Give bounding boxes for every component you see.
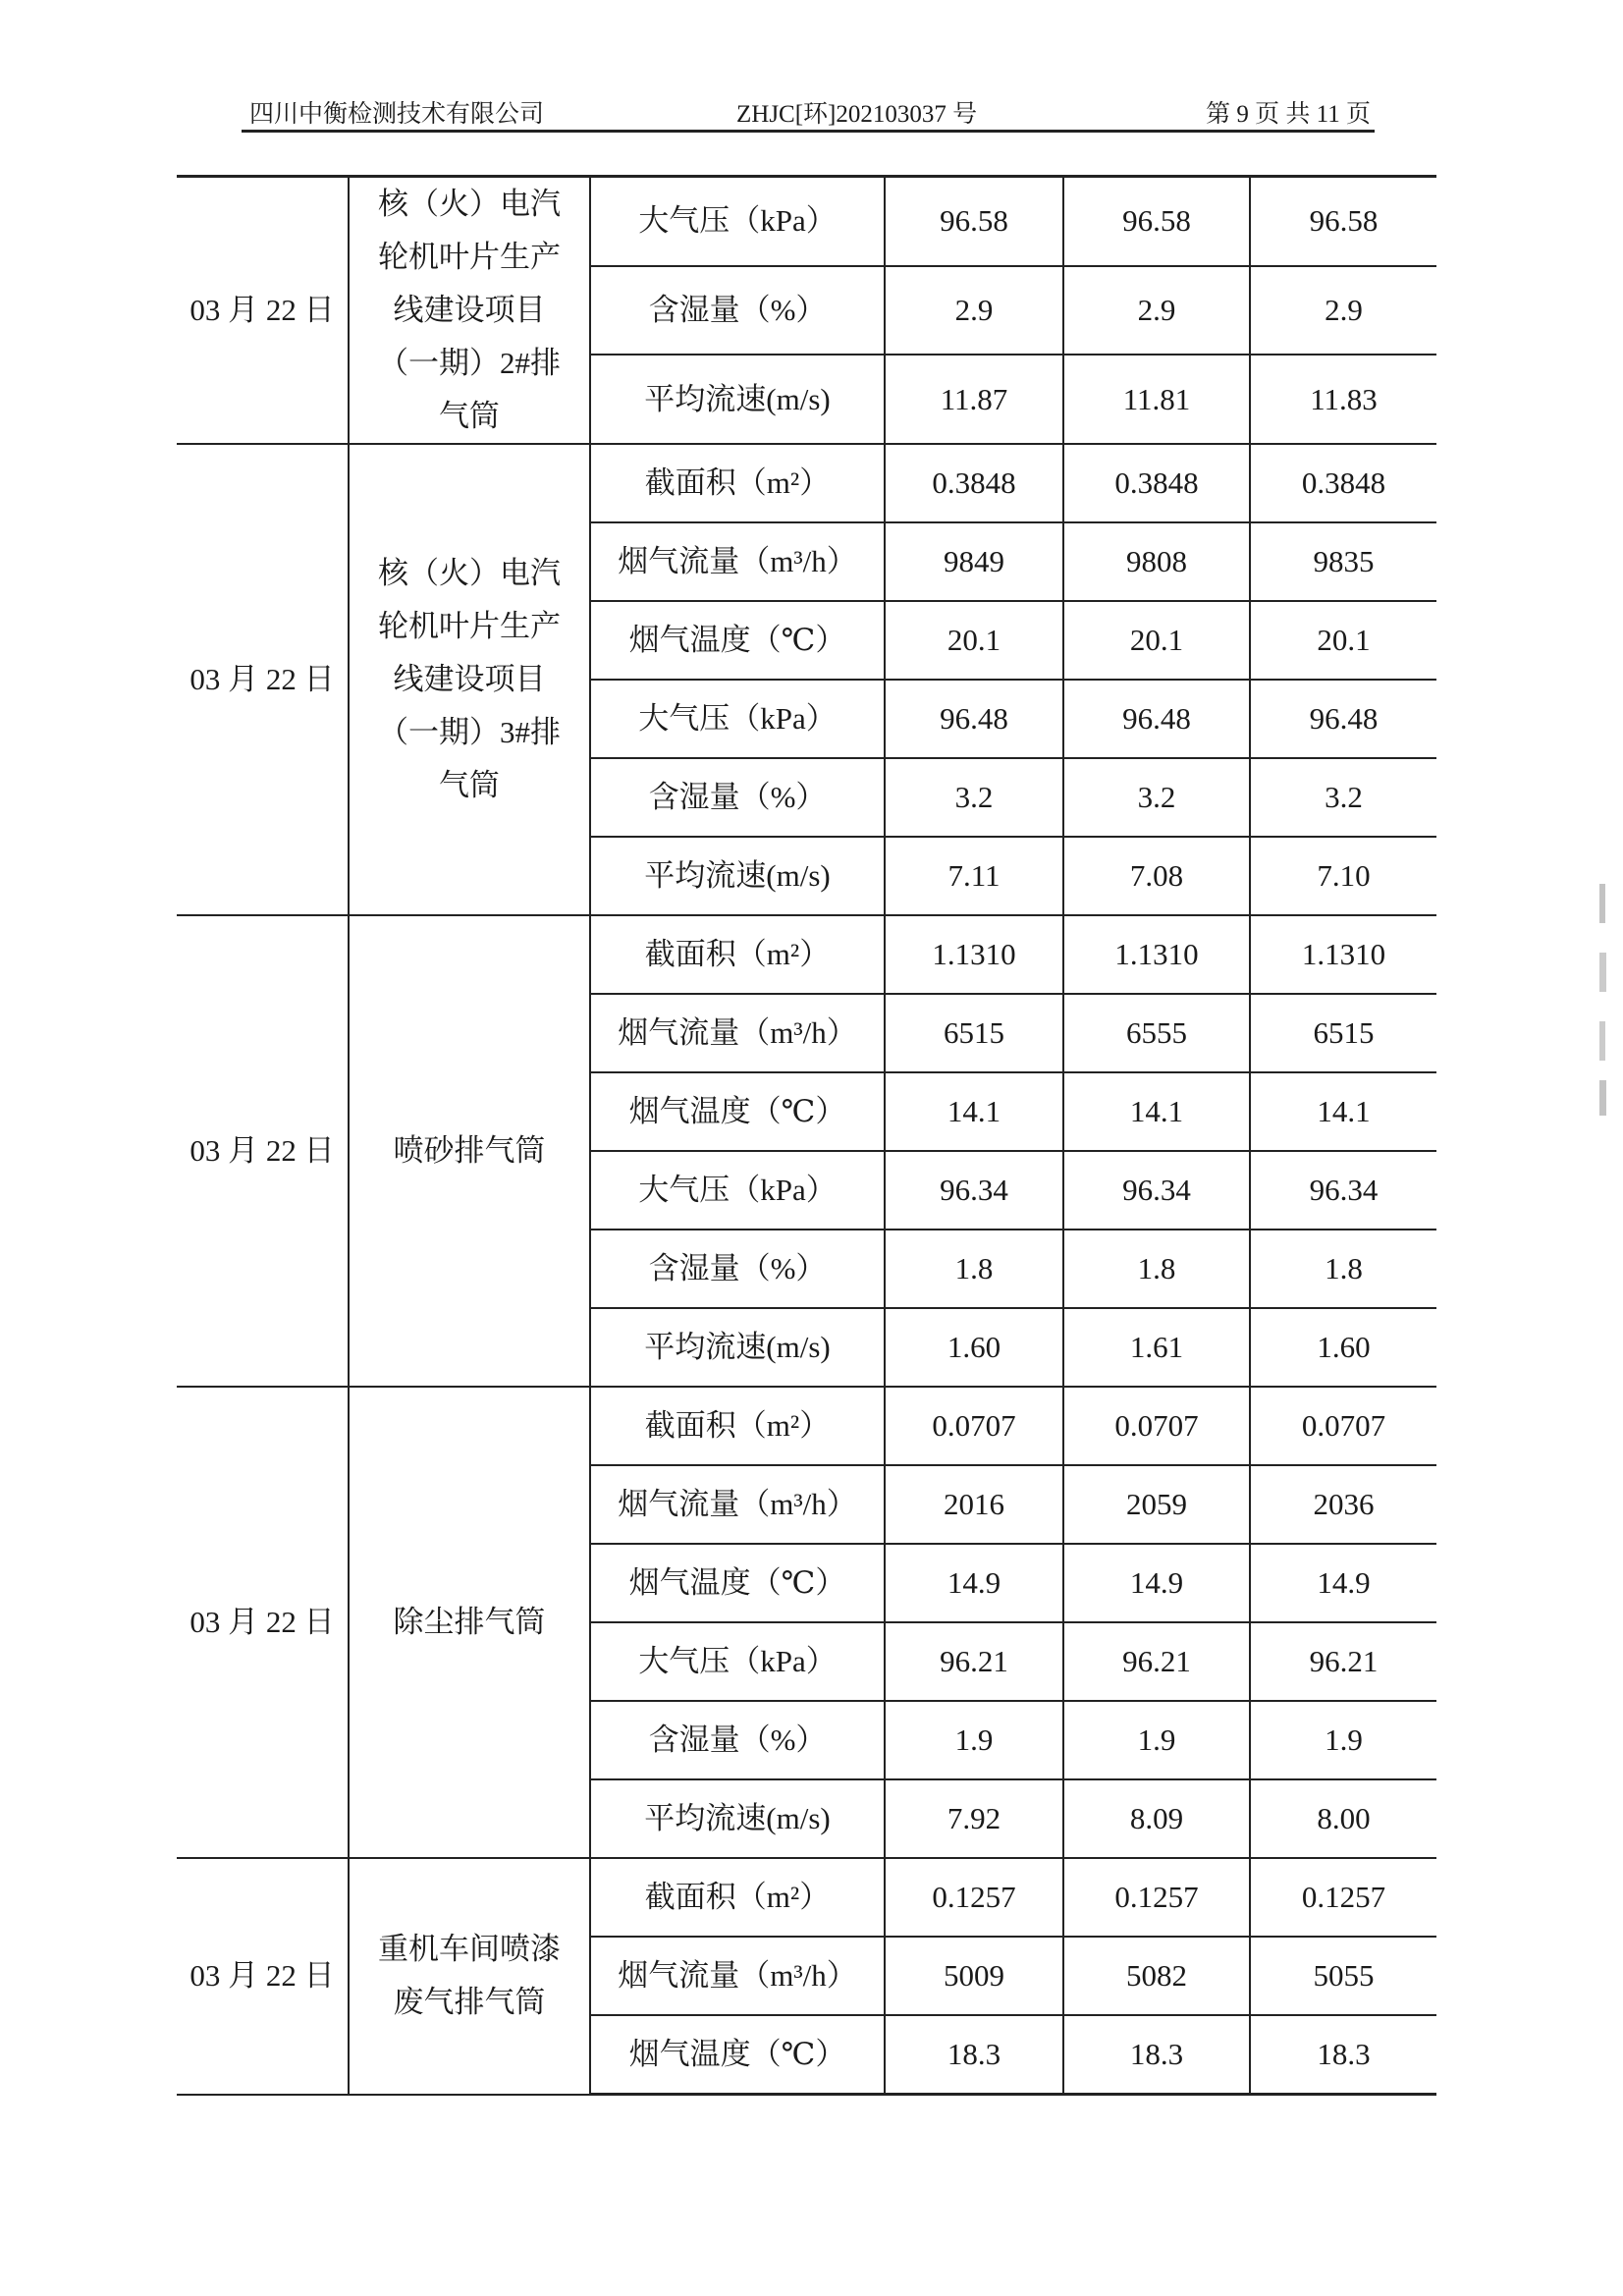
measurement-value-cell: 11.81: [1063, 355, 1250, 444]
emission-source-cell: [349, 444, 590, 915]
sampling-date-cell: 03 月 22 日: [177, 444, 349, 915]
sampling-date-cell: 03 月 22 日: [177, 1858, 349, 2095]
measurement-value-cell: 2.9: [1063, 266, 1250, 355]
parameter-name-cell: 烟气流量（m³/h）: [590, 994, 885, 1072]
measurement-value-cell: 1.8: [1063, 1230, 1250, 1308]
measurement-value-cell: 5082: [1063, 1937, 1250, 2015]
measurement-value-cell: 3.2: [1250, 758, 1436, 837]
scan-edge-mark: [1596, 884, 1613, 1120]
measurement-value-cell: 18.3: [1250, 2015, 1436, 2095]
measurement-value-cell: 14.1: [1063, 1072, 1250, 1151]
measurement-value-cell: 1.60: [885, 1308, 1063, 1387]
measurement-value-cell: 20.1: [1250, 601, 1436, 680]
parameter-name-cell: 大气压（kPa）: [590, 1151, 885, 1230]
monitoring-data-table: [177, 175, 1436, 2096]
measurement-value-cell: 5055: [1250, 1937, 1436, 2015]
measurement-value-cell: 14.9: [885, 1544, 1063, 1622]
parameter-name-cell: 烟气温度（℃）: [590, 2015, 885, 2095]
parameter-name-cell: 含湿量（%）: [590, 758, 885, 837]
measurement-value-cell: 5009: [885, 1937, 1063, 2015]
measurement-value-cell: 18.3: [1063, 2015, 1250, 2095]
sampling-date-cell: 03 月 22 日: [177, 915, 349, 1387]
measurement-value-cell: 2.9: [885, 266, 1063, 355]
measurement-value-cell: 1.9: [1063, 1701, 1250, 1779]
measurement-value-cell: 1.9: [885, 1701, 1063, 1779]
measurement-value-cell: 6515: [1250, 994, 1436, 1072]
parameter-name-cell: 大气压（kPa）: [590, 1622, 885, 1701]
table-row: [177, 1387, 1436, 1465]
measurement-value-cell: 2059: [1063, 1465, 1250, 1544]
table-row: [177, 915, 1436, 994]
measurement-value-cell: 96.48: [1250, 680, 1436, 758]
parameter-name-cell: 烟气温度（℃）: [590, 1544, 885, 1622]
table-row: [177, 1858, 1436, 1937]
measurement-value-cell: 96.21: [1063, 1622, 1250, 1701]
parameter-name-cell: 烟气流量（m³/h）: [590, 1937, 885, 2015]
measurement-value-cell: 1.9: [1250, 1701, 1436, 1779]
emission-source-text: 喷砂排气筒: [393, 1133, 546, 1168]
emission-source-cell: [349, 1858, 590, 2095]
measurement-value-cell: 11.83: [1250, 355, 1436, 444]
measurement-value-cell: 96.34: [1250, 1151, 1436, 1230]
measurement-value-cell: 0.1257: [1063, 1858, 1250, 1937]
measurement-value-cell: 0.0707: [885, 1387, 1063, 1465]
measurement-value-cell: 6555: [1063, 994, 1250, 1072]
measurement-value-cell: 2036: [1250, 1465, 1436, 1544]
parameter-name-cell: 大气压（kPa）: [590, 177, 885, 266]
measurement-value-cell: 14.9: [1250, 1544, 1436, 1622]
parameter-name-cell: 平均流速(m/s): [590, 1779, 885, 1858]
measurement-value-cell: 96.58: [885, 177, 1063, 266]
measurement-value-cell: 0.3848: [885, 444, 1063, 522]
measurement-value-cell: 1.1310: [1063, 915, 1250, 994]
parameter-name-cell: 截面积（m²）: [590, 444, 885, 522]
measurement-value-cell: 96.48: [1063, 680, 1250, 758]
table-row: [177, 444, 1436, 522]
parameter-name-cell: 截面积（m²）: [590, 915, 885, 994]
measurement-value-cell: 8.00: [1250, 1779, 1436, 1858]
parameter-name-cell: 含湿量（%）: [590, 266, 885, 355]
measurement-value-cell: 9808: [1063, 522, 1250, 601]
measurement-value-cell: 96.58: [1063, 177, 1250, 266]
measurement-value-cell: 11.87: [885, 355, 1063, 444]
measurement-value-cell: 0.1257: [885, 1858, 1063, 1937]
parameter-name-cell: 大气压（kPa）: [590, 680, 885, 758]
emission-source-cell: [349, 1387, 590, 1858]
emission-source-text: 重机车间喷漆废气排气筒: [378, 1932, 561, 2020]
table-row: [177, 177, 1436, 266]
measurement-value-cell: 1.61: [1063, 1308, 1250, 1387]
parameter-name-cell: 截面积（m²）: [590, 1858, 885, 1937]
measurement-value-cell: 1.1310: [1250, 915, 1436, 994]
report-number: ZHJC[环]202103037 号: [736, 101, 978, 128]
measurement-value-cell: 1.60: [1250, 1308, 1436, 1387]
measurement-value-cell: 96.21: [1250, 1622, 1436, 1701]
measurement-value-cell: 2016: [885, 1465, 1063, 1544]
measurement-value-cell: 14.1: [1250, 1072, 1436, 1151]
emission-source-text: 核（火）电汽轮机叶片生产线建设项目（一期）3#排气筒: [378, 556, 561, 802]
measurement-value-cell: 0.0707: [1250, 1387, 1436, 1465]
measurement-value-cell: 0.3848: [1063, 444, 1250, 522]
measurement-value-cell: 96.48: [885, 680, 1063, 758]
parameter-name-cell: 烟气温度（℃）: [590, 601, 885, 680]
parameter-name-cell: 含湿量（%）: [590, 1701, 885, 1779]
emission-source-cell: [349, 915, 590, 1387]
measurement-value-cell: 0.3848: [1250, 444, 1436, 522]
measurement-value-cell: 18.3: [885, 2015, 1063, 2095]
parameter-name-cell: 平均流速(m/s): [590, 355, 885, 444]
measurement-value-cell: 2.9: [1250, 266, 1436, 355]
measurement-value-cell: 20.1: [885, 601, 1063, 680]
measurement-value-cell: 96.34: [885, 1151, 1063, 1230]
page-number: 第 9 页 共 11 页: [1206, 101, 1371, 128]
measurement-value-cell: 96.34: [1063, 1151, 1250, 1230]
measurement-value-cell: 9835: [1250, 522, 1436, 601]
measurement-value-cell: 7.11: [885, 837, 1063, 915]
table-body: [177, 177, 1436, 2095]
parameter-name-cell: 烟气流量（m³/h）: [590, 522, 885, 601]
measurement-value-cell: 1.8: [885, 1230, 1063, 1308]
sampling-date-cell: 03 月 22 日: [177, 177, 349, 445]
parameter-name-cell: 含湿量（%）: [590, 1230, 885, 1308]
emission-source-text: 核（火）电汽轮机叶片生产线建设项目（一期）2#排气筒: [378, 187, 561, 433]
measurement-value-cell: 7.10: [1250, 837, 1436, 915]
measurement-value-cell: 20.1: [1063, 601, 1250, 680]
measurement-value-cell: 8.09: [1063, 1779, 1250, 1858]
measurement-value-cell: 0.0707: [1063, 1387, 1250, 1465]
measurement-value-cell: 7.08: [1063, 837, 1250, 915]
parameter-name-cell: 平均流速(m/s): [590, 1308, 885, 1387]
company-name: 四川中衡检测技术有限公司: [249, 101, 545, 128]
emission-source-cell: [349, 177, 590, 445]
measurement-value-cell: 1.1310: [885, 915, 1063, 994]
parameter-name-cell: 平均流速(m/s): [590, 837, 885, 915]
measurement-value-cell: 0.1257: [1250, 1858, 1436, 1937]
parameter-name-cell: 截面积（m²）: [590, 1387, 885, 1465]
measurement-value-cell: 14.1: [885, 1072, 1063, 1151]
parameter-name-cell: 烟气温度（℃）: [590, 1072, 885, 1151]
measurement-value-cell: 9849: [885, 522, 1063, 601]
measurement-value-cell: 3.2: [885, 758, 1063, 837]
emission-source-text: 除尘排气筒: [393, 1605, 546, 1639]
measurement-value-cell: 1.8: [1250, 1230, 1436, 1308]
parameter-name-cell: 烟气流量（m³/h）: [590, 1465, 885, 1544]
measurement-value-cell: 96.21: [885, 1622, 1063, 1701]
sampling-date-cell: 03 月 22 日: [177, 1387, 349, 1858]
measurement-value-cell: 3.2: [1063, 758, 1250, 837]
measurement-value-cell: 14.9: [1063, 1544, 1250, 1622]
measurement-value-cell: 7.92: [885, 1779, 1063, 1858]
measurement-value-cell: 96.58: [1250, 177, 1436, 266]
measurement-value-cell: 6515: [885, 994, 1063, 1072]
page-header: [242, 90, 1375, 133]
